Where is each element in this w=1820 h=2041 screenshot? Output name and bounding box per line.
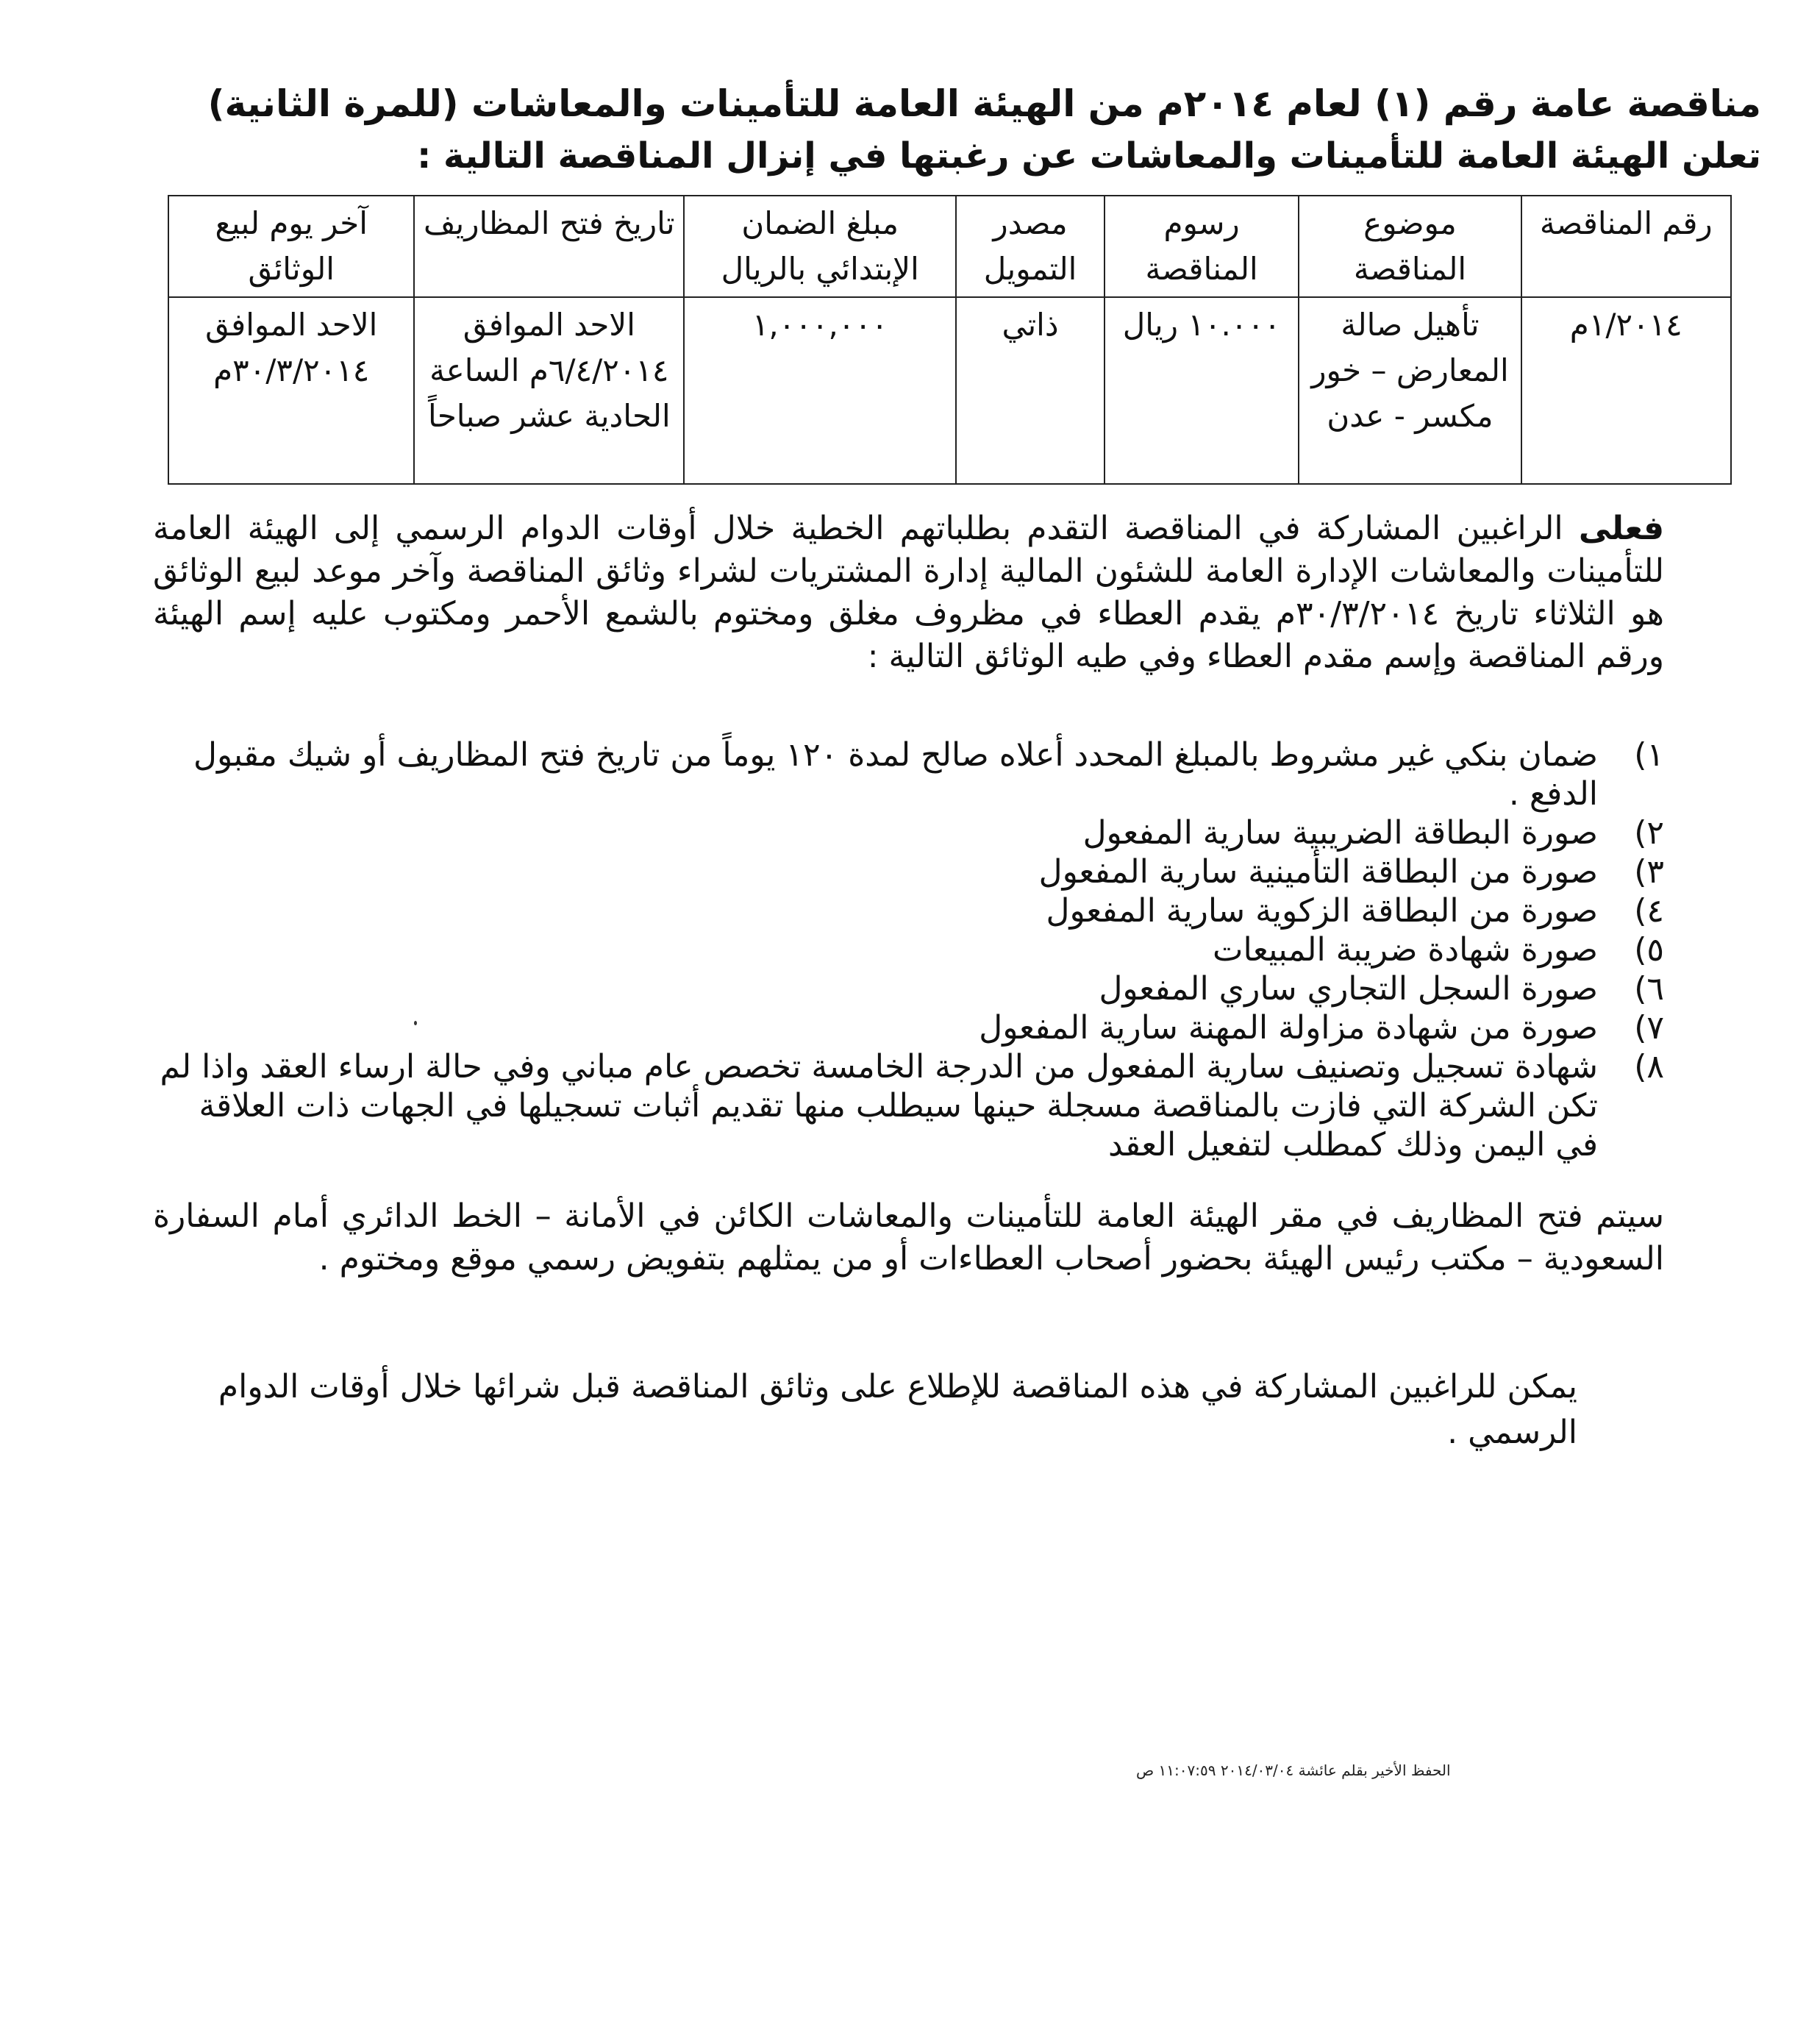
item-number: ١) (1634, 736, 1664, 774)
paragraph-text: الراغبين المشاركة في المناقصة التقدم بطلباتهم الخطية خلال أوقات الدوام الرسمي إلى الهيئة العامة للتأمينات والمعاشات الإدارة العامة للشئون المالية إدارة المشتريات لشراء وثائق المناقصة وآخر موعد لبيع الوثائق هو الثلاثاء تاريخ ٣٠/٣/٢٠١٤م يقدم العطاء في مظروف مغلق ومختوم بالشمع الأحمر ومكتوب عليه إسم الهيئة ورقم المناقصة وإسم مقدم العطاء وفي طيه الوثائق التالية : (153, 510, 1665, 675)
header-last-sale-day: آخر يوم لبيع الوثائق (168, 196, 414, 297)
paragraph-lead-word: فعلى (1578, 510, 1664, 547)
list-item (149, 735, 1664, 813)
cell-opening-date: الاحد الموافق ٦/٤/٢٠١٤م الساعة الحادية عشر صباحاً (414, 297, 684, 484)
item-number: ٤) (1634, 892, 1664, 930)
document-subtitle: تعلن الهيئة العامة للتأمينات والمعاشات عن رغبتها في إنزال المناقصة التالية : (417, 135, 1761, 177)
table-header-row (168, 196, 1731, 297)
tender-table (168, 195, 1732, 485)
item-number: ٨) (1634, 1048, 1664, 1086)
item-text: صورة من شهادة مزاولة المهنة سارية المفعول (979, 1009, 1598, 1047)
document-title: مناقصة عامة رقم (١) لعام ٢٠١٤م من الهيئة العامة للتأمينات والمعاشات (للمرة الثانية) (207, 82, 1761, 125)
item-number: ٢) (1634, 814, 1664, 852)
list-item (149, 930, 1664, 969)
requirements-list (149, 735, 1664, 1164)
cell-guarantee-amount: ١,٠٠٠,٠٠٠ (684, 297, 956, 484)
item-text: صورة من البطاقة الزكوية سارية المفعول (1046, 892, 1598, 930)
opening-paragraph: سيتم فتح المظاريف في مقر الهيئة العامة للتأمينات والمعاشات الكائن في الأمانة – الخط الدائري أمام السفارة السعودية – مكتب رئيس الهيئة بحضور أصحاب العطاءات أو من يمثلهم بتفويض رسمي موقع ومختوم . (153, 1197, 1664, 1278)
header-opening-date: تاريخ فتح المظاريف (414, 196, 684, 297)
item-text: ضمان بنكي غير مشروط بالمبلغ المحدد أعلاه صالح لمدة ١٢٠ يوماً من تاريخ فتح المظاريف أو شيك مقبول الدفع . (193, 736, 1598, 813)
item-text: صورة السجل التجاري ساري المفعول (1099, 970, 1598, 1008)
list-item (149, 969, 1664, 1008)
header-tender-subject: موضوع المناقصة (1299, 196, 1521, 297)
header-tender-number: رقم المناقصة (1521, 196, 1731, 297)
list-item (149, 1008, 1664, 1047)
item-number: ٥) (1634, 931, 1664, 969)
inspection-paragraph: يمكن للراغبين المشاركة في هذه المناقصة للإطلاع على وثائق المناقصة قبل شرائها خلال أوقات الدوام الرسمي . (218, 1368, 1577, 1451)
item-number: ٧) (1634, 1009, 1664, 1047)
cell-tender-subject: تأهيل صالة المعارض – خور مكسر - عدن (1299, 297, 1521, 484)
list-item (149, 891, 1664, 930)
list-item (149, 852, 1664, 891)
header-guarantee-amount: مبلغ الضمان الإبتدائي بالريال (684, 196, 956, 297)
item-text: صورة من البطاقة التأمينية سارية المفعول (1038, 853, 1598, 891)
list-item (149, 1047, 1664, 1164)
last-saved-note: الحفظ الأخير بقلم عائشة ٢٠١٤/٠٣/٠٤ ١١:٠٧:٥٩ ص (1136, 1762, 1451, 1779)
item-number: ٣) (1634, 853, 1664, 891)
item-text: صورة البطاقة الضريبية سارية المفعول (1082, 814, 1598, 852)
cell-tender-fees: ١٠.٠٠٠ ريال (1105, 297, 1299, 484)
header-funding-source: مصدر التمويل (956, 196, 1105, 297)
item-text: صورة شهادة ضريبة المبيعات (1213, 931, 1598, 969)
submission-paragraph (153, 507, 1664, 678)
item-number: ٦) (1634, 970, 1664, 1008)
cell-funding-source: ذاتي (956, 297, 1105, 484)
cell-last-sale-day: الاحد الموافق ٣٠/٣/٢٠١٤م (168, 297, 414, 484)
item-text: شهادة تسجيل وتصنيف سارية المفعول من الدرجة الخامسة تخصص عام مباني وفي حالة ارساء العقد واذا لم تكن الشركة التي فازت بالمناقصة مسجلة حينها سيطلب منها تقديم أثبات تسجيلها في الجهات ذات العلاقة في اليمن وذلك كمطلب لتفعيل العقد (160, 1048, 1598, 1164)
cell-tender-number: ١/٢٠١٤م (1521, 297, 1731, 484)
table-row (168, 297, 1731, 484)
scan-speck (414, 1021, 417, 1025)
list-item (149, 813, 1664, 852)
header-tender-fees: رسوم المناقصة (1105, 196, 1299, 297)
